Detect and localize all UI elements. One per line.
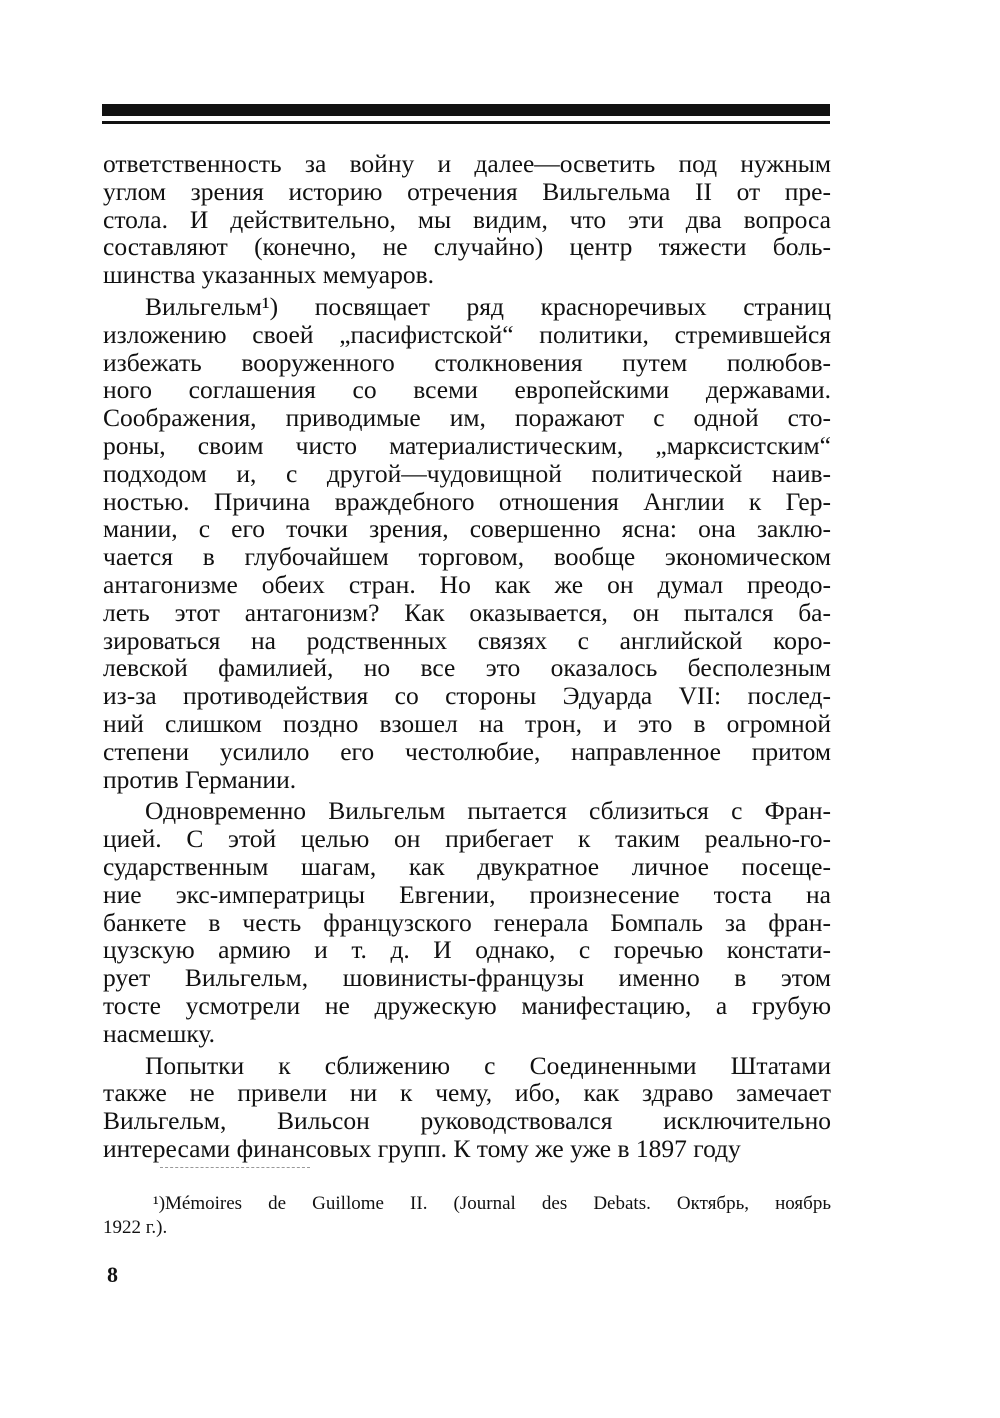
- footnote: [103, 1192, 831, 1240]
- body-text: [103, 150, 831, 1163]
- text-line: Соображения, приводимые им, поражают с одной сто-: [103, 403, 831, 433]
- text-line: из-за противодействия со стороны Эдуарда VII: послед-: [103, 681, 831, 711]
- text-line: ние экс-императрицы Евгении, произнесение тоста на: [103, 879, 831, 909]
- text-line: составляют (конечно, не случайно) центр тяжести боль-: [103, 232, 831, 262]
- text-line: антагонизме обеих стран. Но как же он думал преодо-: [103, 569, 831, 599]
- text-line: цией. С этой целью он прибегает к таким реально-го-: [103, 824, 831, 854]
- text-line: углом зрения историю отречения Вильгельма II от пре-: [103, 176, 831, 206]
- paragraph: [103, 797, 831, 1047]
- text-line: степени усилило его честолюбие, направленное притом: [103, 736, 831, 766]
- text-line: роны, своим чисто материалистическим, „марксистским“: [103, 430, 831, 460]
- text-line: Вильгельм¹) посвящает ряд красноречивых страниц: [145, 291, 831, 321]
- text-line: ний слишком поздно взошел на трон, и это в огромной: [103, 708, 831, 738]
- text-line: мании, с его точки зрения, совершенно ясна: она заклю-: [103, 514, 831, 544]
- header-rule-thick: [102, 104, 830, 116]
- text-line: стола. И действительно, мы видим, что эти два вопроса: [103, 204, 831, 234]
- text-line: против Германии.: [103, 764, 297, 794]
- text-line: шинства указанных мемуаров.: [103, 260, 435, 290]
- text-line: избежать вооруженного столкновения путем полюбов-: [103, 347, 831, 377]
- text-line: тосте усмотрели не дружескую манифестацию, а грубую: [103, 990, 831, 1020]
- text-line: ного соглашения со всеми европейскими державами.: [103, 375, 831, 405]
- header-rule-thin: [102, 121, 830, 124]
- text-line: ответственность за войну и далее—осветить под нужным: [103, 149, 831, 178]
- text-line: также не привели ни к чему, ибо, как здраво замечает: [103, 1078, 831, 1108]
- text-line: подходом и, с другой—чудовищной политической наив-: [103, 458, 831, 488]
- text-line: банкете в честь французского генерала Бомпаль за фран-: [103, 907, 831, 937]
- text-line: рует Вильгельм, шовинисты-французы именно в этом: [103, 963, 831, 993]
- footnote-line: ¹)Mémoires de Guillome II. (Journal des Debats. Октябрь, ноябрь: [153, 1193, 831, 1214]
- text-line: изложению своей „пасифистской“ политики, стремившейся: [103, 319, 831, 349]
- text-line: левской фамилией, но все это оказалось бесполезным: [103, 653, 831, 683]
- footnote-separator: [160, 1167, 310, 1168]
- paragraph: [103, 293, 831, 793]
- text-line: сударственным шагам, как двукратное личное посеще-: [103, 851, 831, 881]
- text-line: Вильгельм, Вильсон руководствовался исключительно: [103, 1106, 831, 1136]
- text-line: ностью. Причина враждебного отношения Англии к Гер-: [103, 486, 831, 516]
- paragraph: [103, 1052, 831, 1163]
- text-line: интересами финансовых групп. К тому же уже в 1897 году: [103, 1133, 741, 1163]
- text-line: насмешку.: [103, 1018, 215, 1048]
- page-number: 8: [107, 1262, 118, 1287]
- text-line: Одновременно Вильгельм пытается сблизиться с Фран-: [145, 796, 831, 826]
- text-line: леть этот антагонизм? Как оказывается, он пытался ба-: [103, 597, 831, 627]
- text-line: чается в глубочайшем торговом, вообще экономическом: [103, 542, 831, 572]
- text-line: зироваться на родственных связях с английской коро-: [103, 625, 831, 655]
- paragraph: [103, 150, 831, 289]
- text-line: цузскую армию и т. д. И однако, с горечью констати-: [103, 935, 831, 965]
- footnote-line: 1922 г.).: [103, 1217, 168, 1238]
- text-line: Попытки к сближению с Соединенными Штатами: [145, 1050, 831, 1080]
